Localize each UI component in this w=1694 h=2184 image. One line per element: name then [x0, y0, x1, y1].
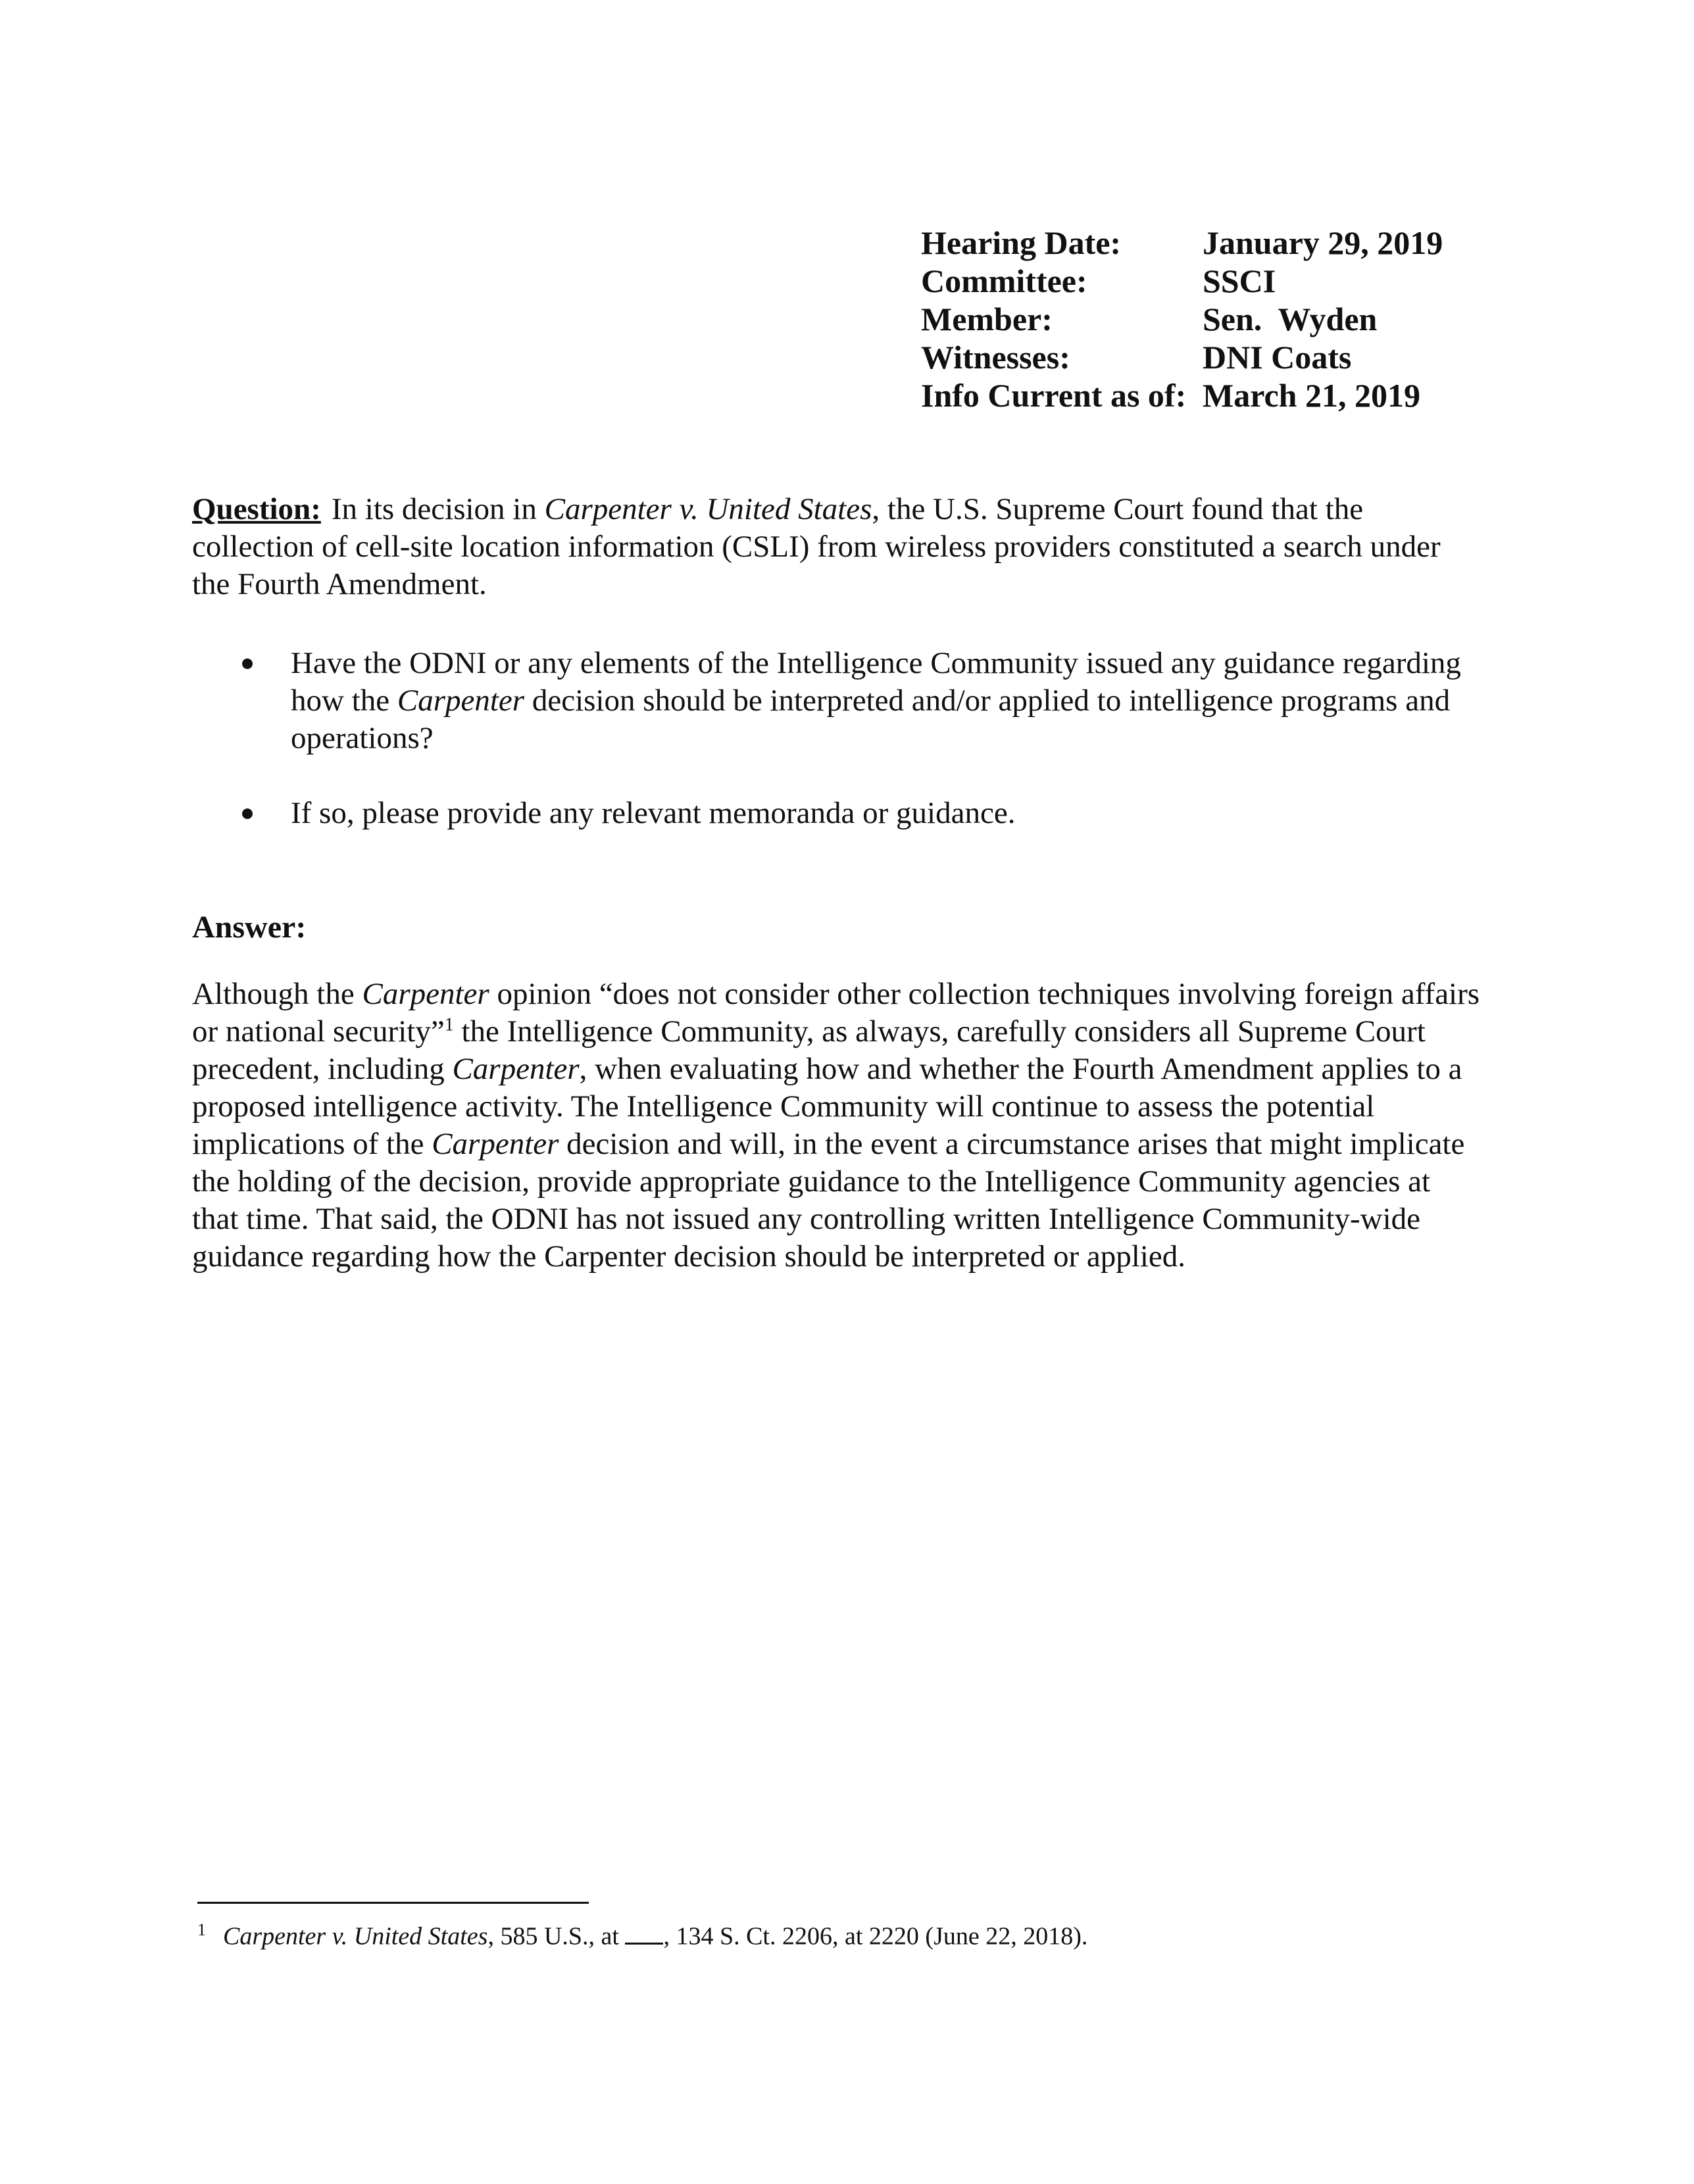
hearing-info-row — [921, 262, 1443, 300]
hearing-info-row — [921, 376, 1443, 414]
member-value: Sen. Wyden — [1203, 301, 1378, 337]
question-paragraph — [192, 491, 1475, 603]
footnote-divider — [197, 1902, 589, 1904]
committee-label: Committee: — [921, 262, 1087, 299]
answer-text: opinion “does not consider other collection techniques involving foreign affairs or national security” — [192, 977, 1480, 1049]
answer-case-name: Carpenter — [452, 1052, 580, 1086]
bullet-icon — [242, 808, 253, 819]
answer-heading: Answer: — [192, 910, 307, 945]
witnesses-value: DNI Coats — [1203, 339, 1352, 376]
hearing-info-row — [921, 224, 1443, 262]
answer-text: the Intelligence Community, as always, carefully considers all Supreme Court precedent, including — [192, 1014, 1426, 1086]
answer-paragraph — [192, 976, 1482, 1276]
answer-text: , when evaluating how and whether the Fourth Amendment applies to a proposed intelligence activity. The Intelligence Community will continue to assess the potential implications of the — [192, 1052, 1462, 1161]
footnote-case-name: Carpenter v. United States — [223, 1922, 488, 1950]
footnote-number: 1 — [197, 1920, 206, 1939]
hearing-date-label: Hearing Date: — [921, 224, 1122, 261]
question-case-name: Carpenter v. United States — [544, 492, 872, 526]
witnesses-label: Witnesses: — [921, 339, 1070, 376]
hearing-date-value: January 29, 2019 — [1203, 224, 1443, 261]
bullet-icon — [242, 658, 253, 669]
bullet-text: If so, please provide any relevant memoranda or guidance. — [291, 796, 1016, 830]
hearing-info-row — [921, 338, 1443, 376]
bullet-italic-text: Carpenter — [397, 683, 525, 718]
footnote-blank-line — [625, 1923, 663, 1945]
committee-value: SSCI — [1203, 262, 1276, 299]
list-item — [192, 645, 1482, 757]
footnote-reference: 1 — [444, 1014, 454, 1035]
footnote — [197, 1914, 1480, 1952]
info-current-value: March 21, 2019 — [1203, 377, 1420, 414]
question-bullet-list — [192, 645, 1482, 870]
list-item — [192, 795, 1482, 832]
answer-text: decision and will, in the event a circumstance arises that might implicate the holding of the decision, provide appropriate guidance to the Intelligence Community agencies at that time. That said, the ODNI has not issued any controlling written Intelligence Community-wide guidance regarding how the Carpenter decision should be interpreted or applied. — [192, 1127, 1465, 1274]
answer-text: Although the — [192, 977, 362, 1011]
answer-case-name: Carpenter — [362, 977, 489, 1011]
bullet-text: decision should be interpreted and/or applied to intelligence programs and operations? — [291, 683, 1451, 755]
bullet-text: Have the ODNI or any elements of the Intelligence Community issued any guidance regarding how the — [291, 646, 1461, 718]
question-text: In its decision in — [331, 492, 545, 526]
footnote-text: , 134 S. Ct. 2206, at 2220 (June 22, 2018). — [663, 1922, 1088, 1950]
info-current-label: Info Current as of: — [921, 377, 1187, 414]
footnote-text: , 585 U.S., at — [487, 1922, 626, 1950]
answer-case-name: Carpenter — [432, 1127, 559, 1161]
member-label: Member: — [921, 301, 1053, 337]
hearing-info-table — [921, 224, 1443, 414]
question-label: Question: — [192, 492, 321, 526]
question-text: , the U.S. Supreme Court found that the collection of cell-site location information (CSLI) from wireless providers constituted a search under the Fourth Amendment. — [192, 492, 1441, 601]
hearing-info-row — [921, 300, 1443, 338]
